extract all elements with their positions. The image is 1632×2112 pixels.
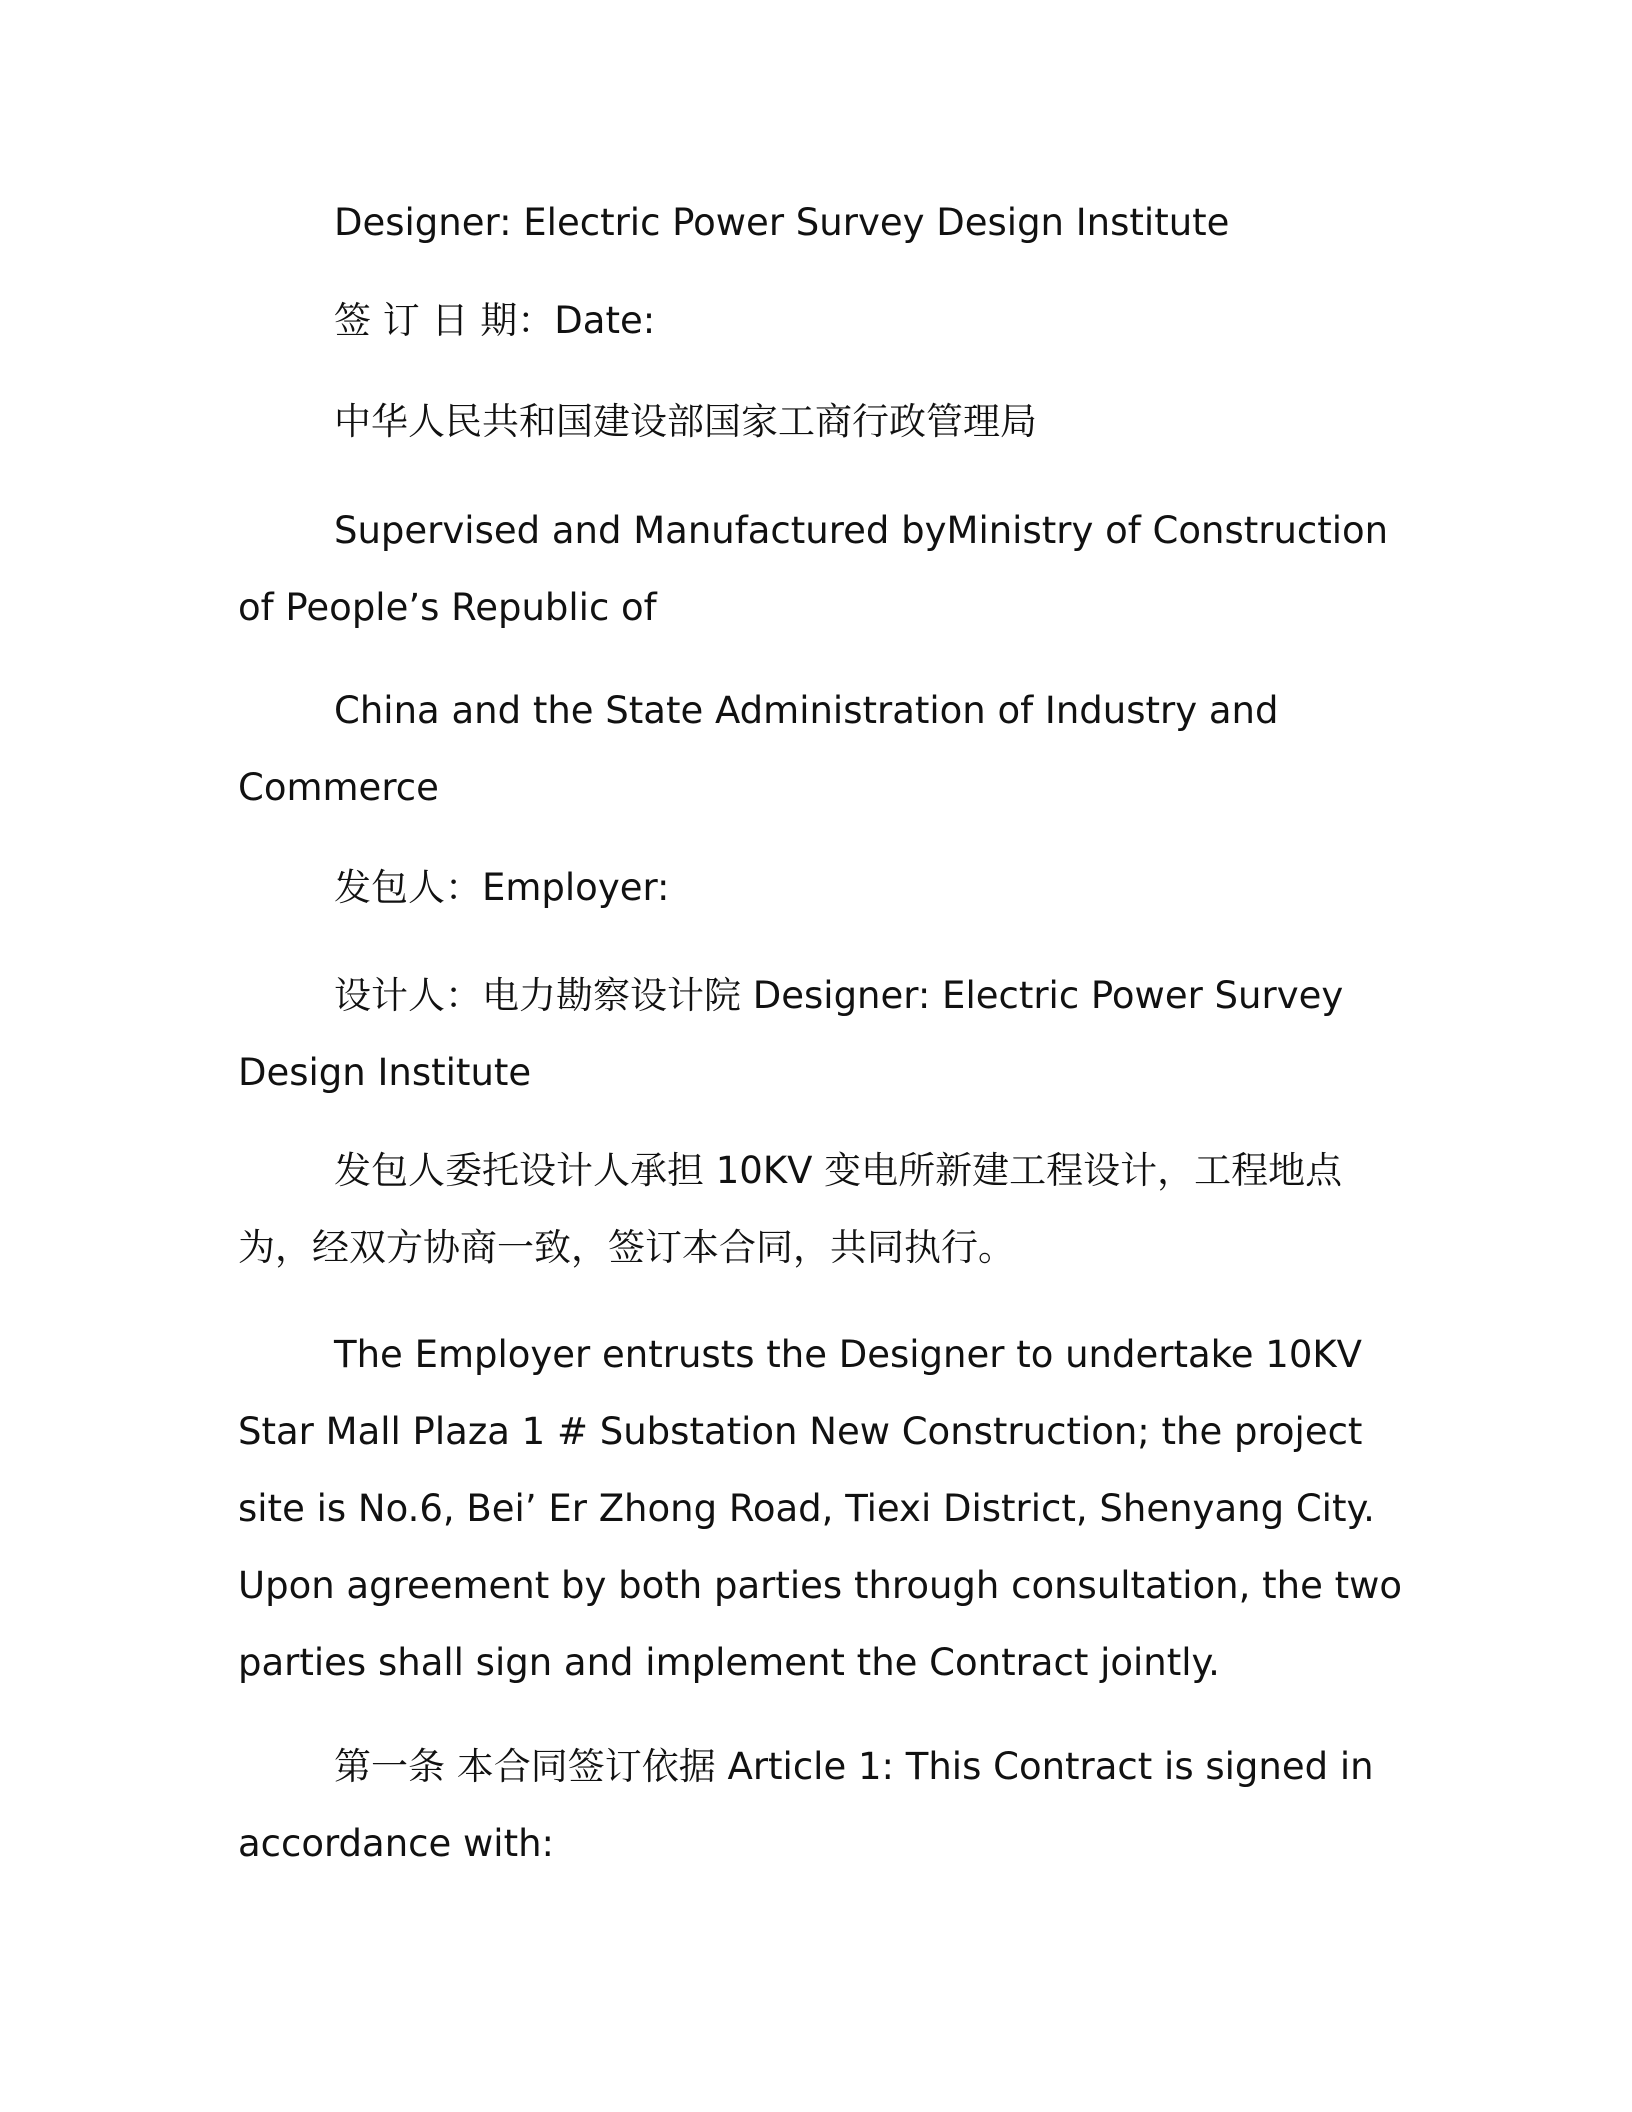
- entrustment-paragraph-english: The Employer entrusts the Designer to undertake 10KV Star Mall Plaza 1 # Substation New Construction; the project site is No.6, Bei’ Er Zhong Road, Tiexi District, Shenyang City. Upon agreement by both parties through consultation, the two parties shall sign and implement the Contract jointly.: [238, 1333, 1403, 1684]
- supervised-by-paragraph: Supervised and Manufactured byMinistry of Construction of People’s Republic of: [238, 509, 1389, 629]
- article-one-paragraph: 第一条 本合同签订依据 Article 1: This Contract is signed in accordance with:: [238, 1745, 1374, 1865]
- designer-institute-paragraph: 设计人：电力勘察设计院 Designer: Electric Power Survey Design Institute: [238, 974, 1344, 1094]
- state-administration-paragraph: China and the State Administration of Industry and Commerce: [238, 689, 1279, 809]
- ministry-line-chinese: 中华人民共和国建设部国家工商行政管理局: [334, 400, 1037, 443]
- designer-line: Designer: Electric Power Survey Design Institute: [334, 201, 1230, 244]
- employer-line: 发包人：Employer:: [334, 866, 670, 909]
- entrustment-paragraph-chinese: 发包人委托设计人承担 10KV 变电所新建工程设计，工程地点为，经双方协商一致，签订本合同，共同执行。: [238, 1149, 1343, 1269]
- signing-date-line: 签 订 日 期：Date:: [334, 299, 656, 342]
